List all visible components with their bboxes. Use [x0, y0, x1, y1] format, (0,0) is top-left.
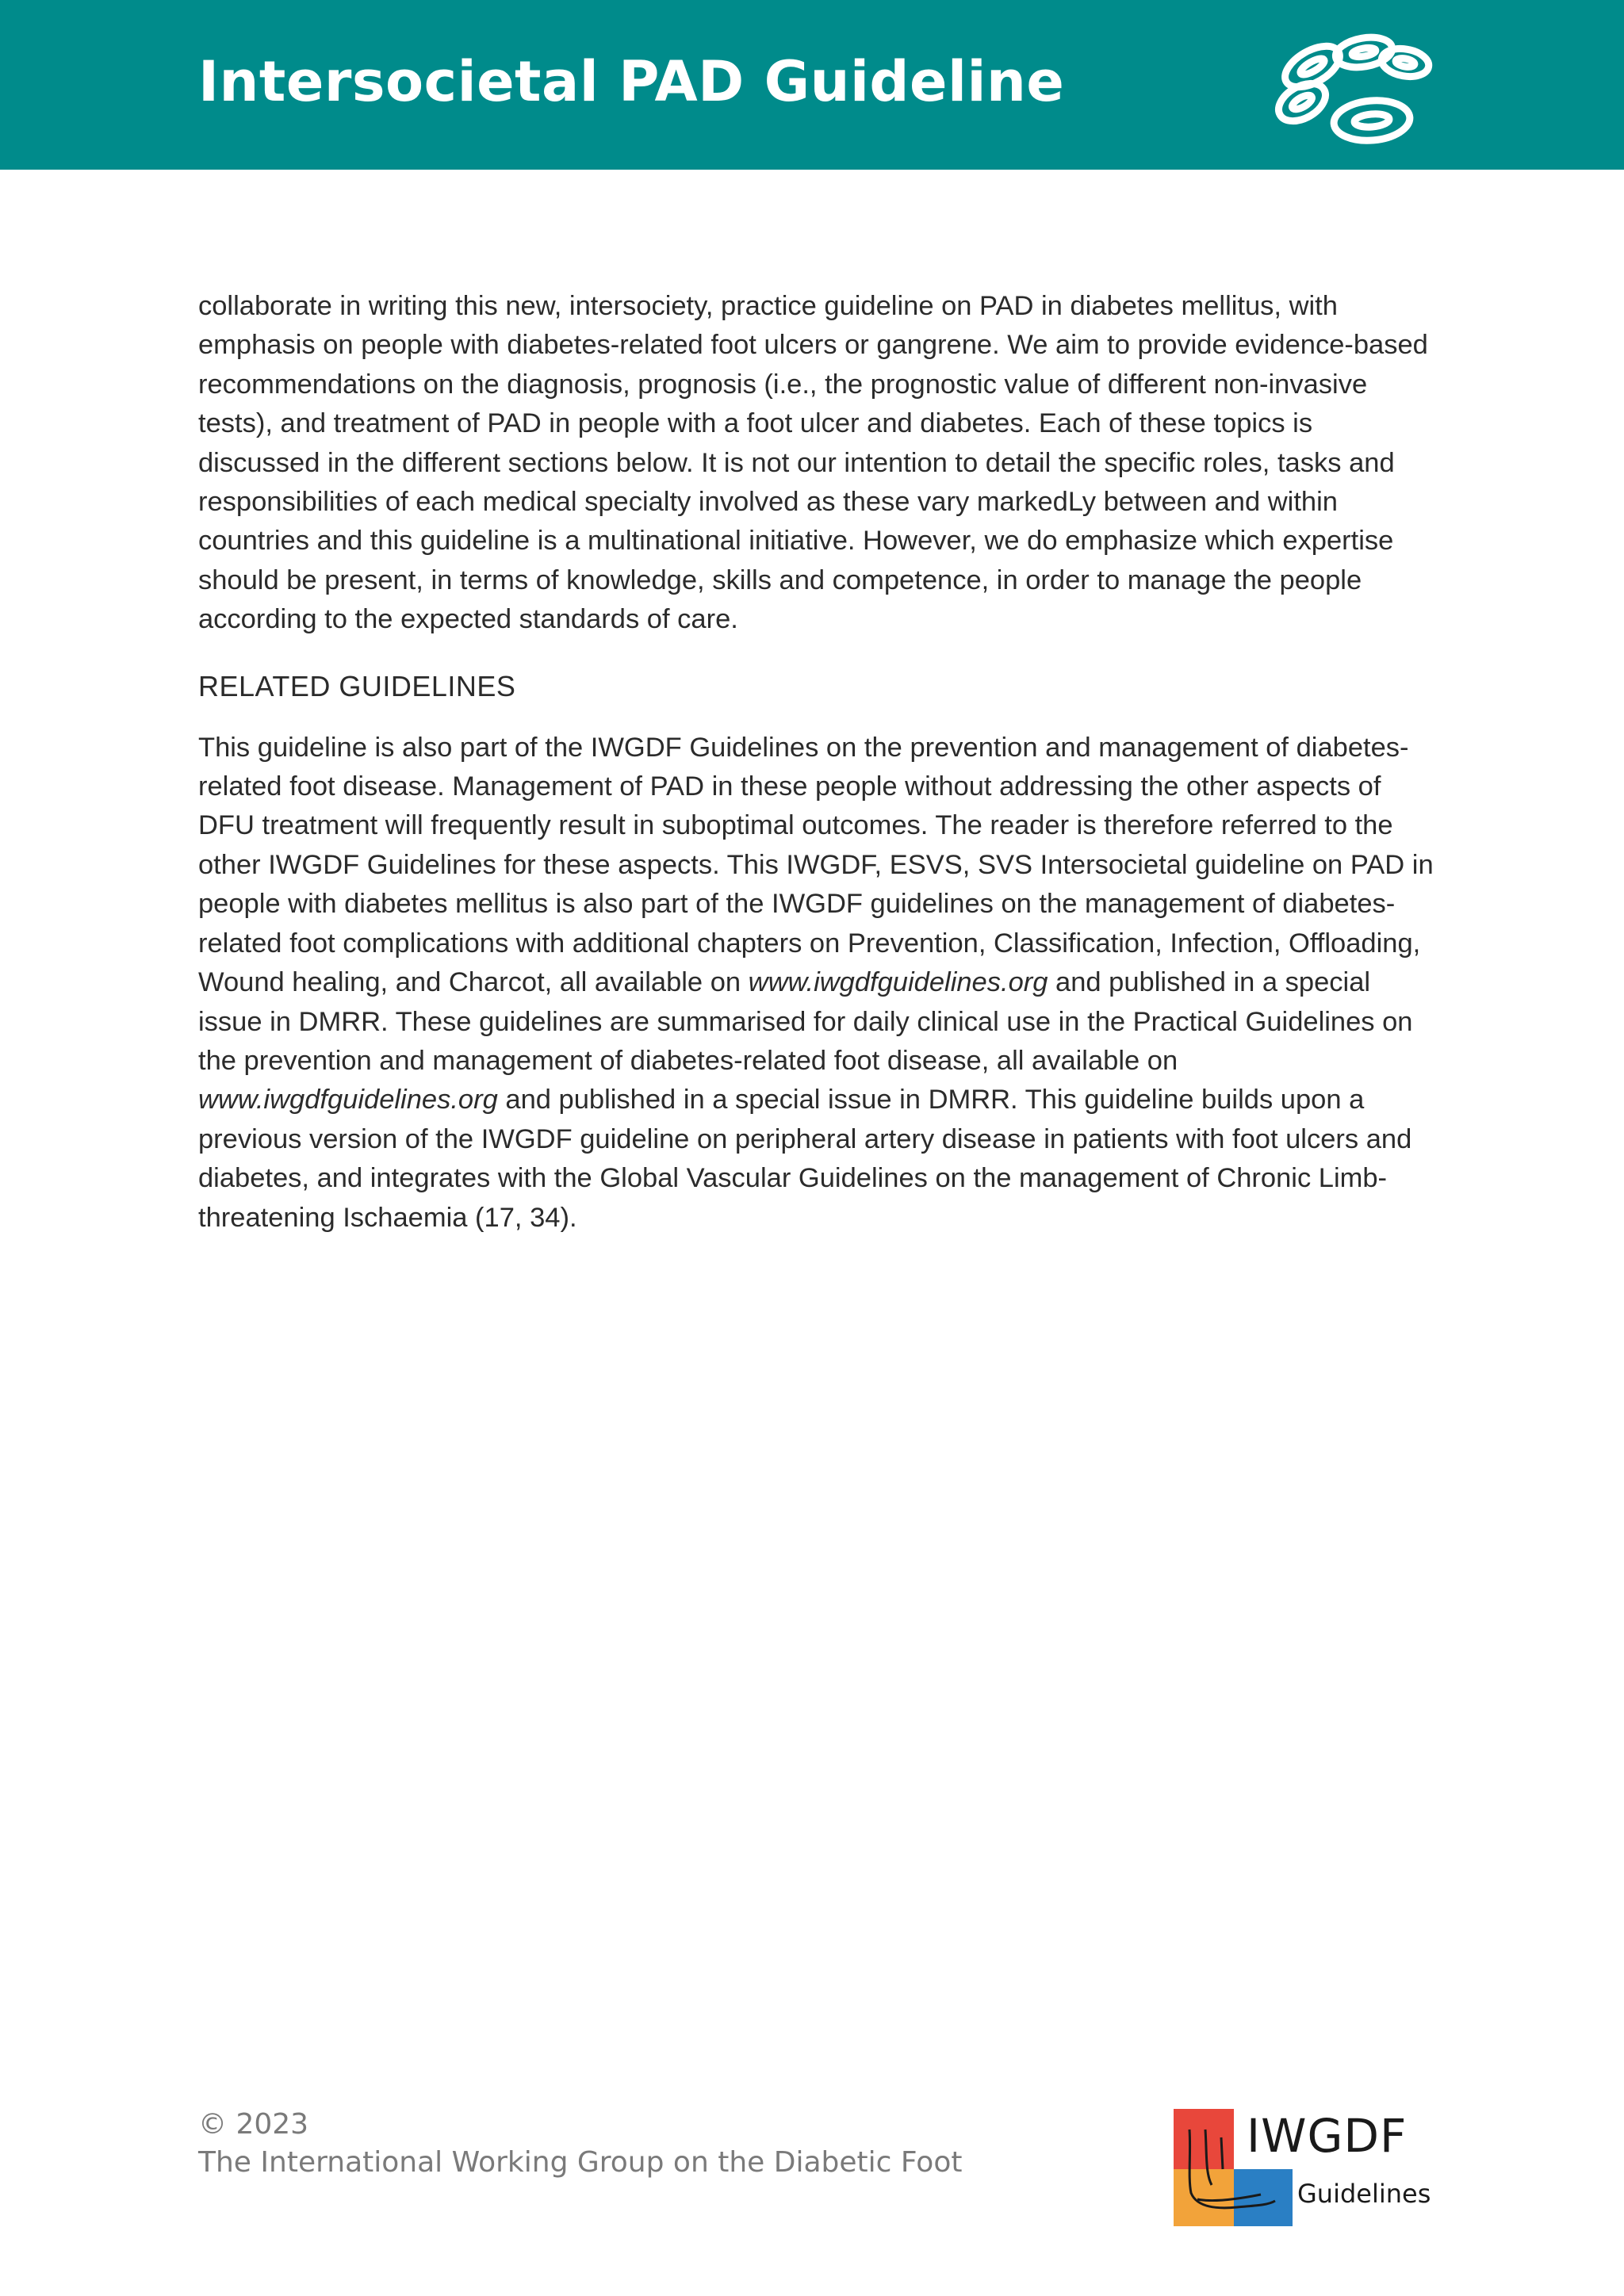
intro-text: collaborate in writing this new, intersociety, practice guideline on PAD in diabetes mellitus, with emphasis on people with diabetes-related foot ulcers or gangrene. We aim to provide evidence-based recommendations on the diagnosis, prognosis (i.e., the prognostic value of different non-invasive tests), and treatment of PAD in people with a foot ulcer and diabetes. Each of these topics is discussed in the different sections below. It is not our intention to detail the specific roles, tasks and responsibilities of each medical specialty involved as these vary markedLy between and within countries and this guideline is a multinational initiative. However, we do emphasize which expertise should be present, in terms of knowledge, skills and competence, in order to manage the people according to the expected standards of care. — [198, 291, 1428, 635]
page-header — [0, 0, 1624, 170]
main-content — [198, 287, 1435, 1238]
organization-name: The International Working Group on the Diabetic Foot — [198, 2146, 963, 2179]
related-text-3: and published in a special issue in DMRR. This guideline builds upon a previous version of the IWGDF guideline on peripheral artery disease in patients with foot ulcers and diabetes, and integrates with the Global Vascular Guidelines on the management of Chronic Limb-threatening Ischaemia (17, 34). — [198, 1085, 1412, 1233]
related-text-1: This guideline is also part of the IWGDF Guidelines on the prevention and management of diabetes-related foot disease. Management of PAD in these people without addressing the other aspects of DFU treatment will frequently result in suboptimal outcomes. The reader is therefore referred to the other IWGDF Guidelines for these aspects. This IWGDF, ESVS, SVS Intersocietal guideline on PAD in people with diabetes mellitus is also part of the IWGDF guidelines on the management of diabetes-related foot complications with additional chapters on Prevention, Classification, Infection, Offloading, Wound healing, and Charcot, all available on — [198, 732, 1434, 998]
logo-subtitle: Guidelines — [1297, 2179, 1431, 2209]
iwgdf-website-link[interactable]: www.iwgdfguidelines.org — [748, 967, 1048, 998]
iwgdf-website-link-2[interactable]: www.iwgdfguidelines.org — [198, 1085, 498, 1115]
blood-cells-icon — [1269, 19, 1435, 154]
logo-name: IWGDF — [1247, 2109, 1408, 2163]
page-title: Intersocietal PAD Guideline — [198, 49, 1065, 114]
section-heading-related-guidelines: RELATED GUIDELINES — [198, 669, 516, 702]
related-text-2: and published in a special issue in DMRR. These guidelines are summarised for daily clinical use in the Practical Guidelines on the prevention and management of diabetes-related foot disease, all available on — [198, 967, 1413, 1076]
intro-paragraph — [198, 287, 1435, 640]
copyright: © 2023 — [198, 2108, 309, 2141]
page-footer — [198, 2106, 962, 2182]
related-guidelines-paragraph — [198, 729, 1435, 1238]
